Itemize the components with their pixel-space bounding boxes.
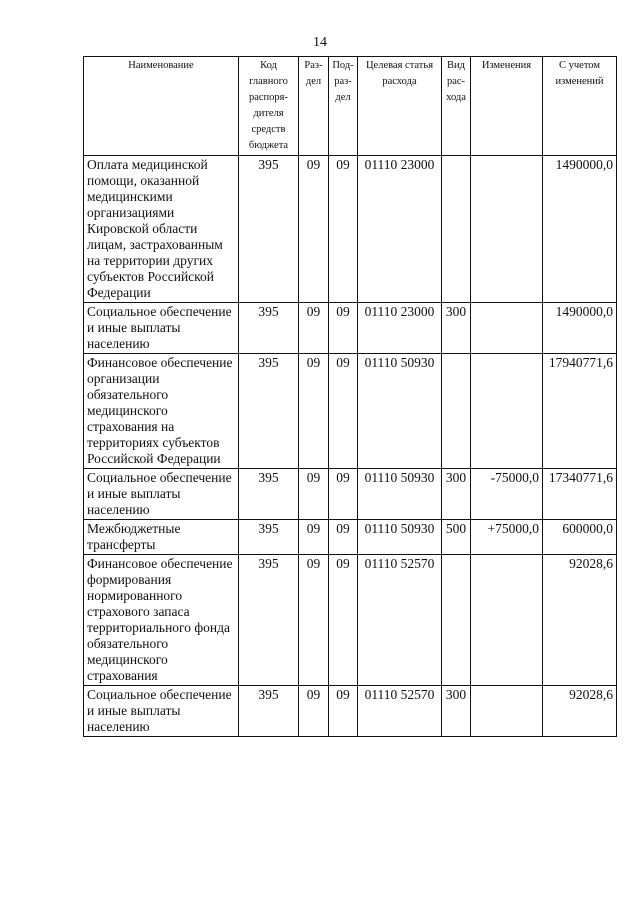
cell-target: 01110 50930: [358, 520, 442, 555]
cell-subsection: 09: [329, 686, 358, 737]
header-total: С учетом изменений: [543, 57, 617, 156]
cell-subsection: 09: [329, 303, 358, 354]
cell-code: 395: [239, 354, 299, 469]
table-row: [84, 354, 617, 469]
cell-subsection: 09: [329, 469, 358, 520]
header-code: Код главного распоря-дителя средств бюджета: [239, 57, 299, 156]
table-row: [84, 555, 617, 686]
cell-changes: [471, 354, 543, 469]
cell-name: Социальное обеспечение и иные выплаты населению: [84, 686, 239, 737]
header-section: Раз-дел: [299, 57, 329, 156]
cell-section: 09: [299, 555, 329, 686]
cell-section: 09: [299, 520, 329, 555]
cell-name: Межбюджетные трансферты: [84, 520, 239, 555]
header-target: Целевая статья расхода: [358, 57, 442, 156]
cell-name: Финансовое обеспечение формирования нормированного страхового запаса территориального фонда обязательного медицинского страхования: [84, 555, 239, 686]
cell-type: [442, 555, 471, 686]
cell-section: 09: [299, 354, 329, 469]
cell-changes: -75000,0: [471, 469, 543, 520]
cell-total: 17340771,6: [543, 469, 617, 520]
cell-target: 01110 52570: [358, 686, 442, 737]
cell-type: 300: [442, 303, 471, 354]
cell-changes: [471, 303, 543, 354]
table-header-row: [84, 57, 617, 156]
cell-target: 01110 23000: [358, 303, 442, 354]
cell-target: 01110 52570: [358, 555, 442, 686]
header-type: Вид рас-хода: [442, 57, 471, 156]
cell-total: 600000,0: [543, 520, 617, 555]
cell-name: Социальное обеспечение и иные выплаты населению: [84, 469, 239, 520]
cell-changes: [471, 156, 543, 303]
cell-name: Финансовое обеспечение организации обязательного медицинского страхования на территориях субъектов Российской Федерации: [84, 354, 239, 469]
cell-subsection: 09: [329, 354, 358, 469]
cell-type: 300: [442, 686, 471, 737]
cell-section: 09: [299, 469, 329, 520]
cell-section: 09: [299, 156, 329, 303]
cell-total: 17940771,6: [543, 354, 617, 469]
cell-type: 300: [442, 469, 471, 520]
cell-type: 500: [442, 520, 471, 555]
cell-code: 395: [239, 520, 299, 555]
cell-code: 395: [239, 156, 299, 303]
cell-name: Оплата медицинской помощи, оказанной медицинскими организациями Кировской области лицам, застрахованным на территории других субъектов Российской Федерации: [84, 156, 239, 303]
cell-code: 395: [239, 469, 299, 520]
cell-code: 395: [239, 303, 299, 354]
cell-total: 92028,6: [543, 555, 617, 686]
page-number: 14: [313, 35, 327, 50]
cell-target: 01110 50930: [358, 469, 442, 520]
cell-type: [442, 354, 471, 469]
cell-total: 1490000,0: [543, 303, 617, 354]
table-row: [84, 469, 617, 520]
cell-type: [442, 156, 471, 303]
cell-changes: [471, 555, 543, 686]
budget-table: [83, 56, 617, 737]
cell-section: 09: [299, 303, 329, 354]
cell-target: 01110 50930: [358, 354, 442, 469]
header-changes: Изменения: [471, 57, 543, 156]
cell-total: 92028,6: [543, 686, 617, 737]
cell-changes: +75000,0: [471, 520, 543, 555]
table-row: [84, 686, 617, 737]
cell-name: Социальное обеспечение и иные выплаты населению: [84, 303, 239, 354]
header-name: Наименование: [84, 57, 239, 156]
cell-subsection: 09: [329, 520, 358, 555]
cell-changes: [471, 686, 543, 737]
table-row: [84, 303, 617, 354]
cell-code: 395: [239, 555, 299, 686]
cell-subsection: 09: [329, 156, 358, 303]
cell-code: 395: [239, 686, 299, 737]
cell-target: 01110 23000: [358, 156, 442, 303]
cell-subsection: 09: [329, 555, 358, 686]
cell-section: 09: [299, 686, 329, 737]
header-subsection: Под-раз-дел: [329, 57, 358, 156]
table-row: [84, 520, 617, 555]
cell-total: 1490000,0: [543, 156, 617, 303]
table-row: [84, 156, 617, 303]
